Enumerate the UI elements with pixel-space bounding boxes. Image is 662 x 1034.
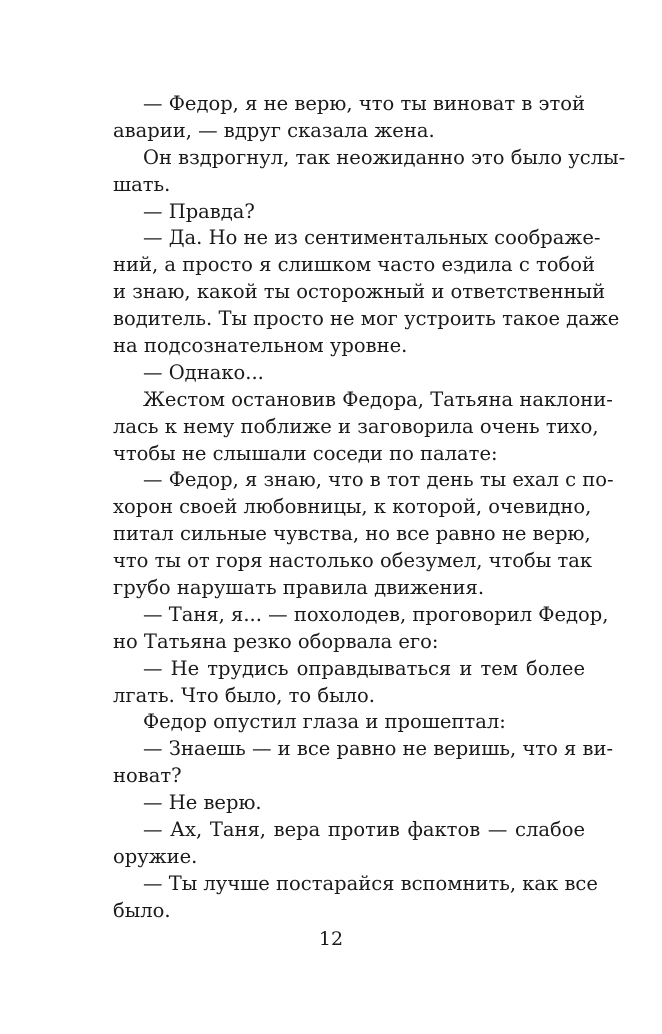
text-line: хорон своей любовницы, к которой, очевидно, bbox=[113, 495, 592, 519]
paragraph bbox=[113, 199, 585, 226]
text-line: на подсознательном уровне. bbox=[113, 334, 408, 358]
text-line: питал сильные чувства, но все равно не верю, bbox=[113, 522, 591, 546]
paragraph bbox=[113, 387, 613, 468]
text-line: но Татьяна резко оборвала его: bbox=[113, 629, 439, 653]
text-line: грубо нарушать правила движения. bbox=[113, 576, 485, 600]
text-line: — Ты лучше постарайся вспомнить, как все bbox=[143, 871, 598, 895]
text-line: лгать. Что было, то было. bbox=[113, 683, 375, 707]
text-line: лась к нему поближе и заговорила очень тихо, bbox=[113, 414, 599, 438]
paragraph bbox=[113, 656, 585, 710]
text-line: — Правда? bbox=[143, 199, 255, 223]
paragraph bbox=[113, 817, 585, 871]
paragraph bbox=[113, 225, 620, 359]
paragraph bbox=[113, 871, 598, 925]
text-line: Жестом остановив Федора, Татьяна наклони- bbox=[143, 387, 613, 411]
text-line: — Не верю. bbox=[143, 791, 262, 815]
text-line: — Однако... bbox=[143, 360, 264, 384]
paragraph bbox=[113, 602, 609, 656]
text-line: — Федор, я не верю, что ты виноват в этой bbox=[143, 92, 585, 115]
text-line: — Таня, я... — похолодев, проговорил Федор, bbox=[143, 602, 609, 626]
paragraph bbox=[113, 145, 626, 199]
text-line: что ты от горя настолько обезумел, чтобы так bbox=[113, 549, 593, 573]
paragraph bbox=[113, 736, 614, 790]
text-line: чтобы не слышали соседи по палате: bbox=[113, 441, 498, 465]
paragraph bbox=[113, 467, 614, 601]
body-text bbox=[113, 91, 626, 925]
text-line: Он вздрогнул, так неожиданно это было услы- bbox=[143, 145, 626, 169]
text-line: аварии, — вдруг сказала жена. bbox=[113, 118, 435, 142]
text-line: шать. bbox=[113, 172, 171, 196]
page-number: 12 bbox=[318, 928, 344, 950]
paragraph bbox=[113, 360, 585, 387]
text-line: — Федор, я знаю, что в тот день ты ехал с по- bbox=[143, 468, 614, 492]
text-line: и знаю, какой ты осторожный и ответственный bbox=[113, 280, 606, 304]
text-line: Федор опустил глаза и прошептал: bbox=[143, 710, 506, 734]
paragraph bbox=[113, 790, 585, 817]
text-line: — Ах, Таня, вера против фактов — слабое bbox=[143, 818, 585, 842]
text-line: водитель. Ты просто не мог устроить такое даже bbox=[113, 307, 620, 331]
paragraph bbox=[113, 709, 585, 736]
text-line: оружие. bbox=[113, 844, 198, 868]
text-line: — Да. Но не из сентиментальных соображе- bbox=[143, 226, 601, 250]
text-line: было. bbox=[113, 898, 171, 922]
text-line: ний, а просто я слишком часто ездила с тобой bbox=[113, 253, 595, 277]
text-line: — Не трудись оправдываться и тем более bbox=[143, 656, 585, 680]
text-line: — Знаешь — и все равно не веришь, что я ви- bbox=[143, 737, 614, 761]
paragraph bbox=[113, 91, 585, 145]
text-line: новат? bbox=[113, 764, 182, 788]
